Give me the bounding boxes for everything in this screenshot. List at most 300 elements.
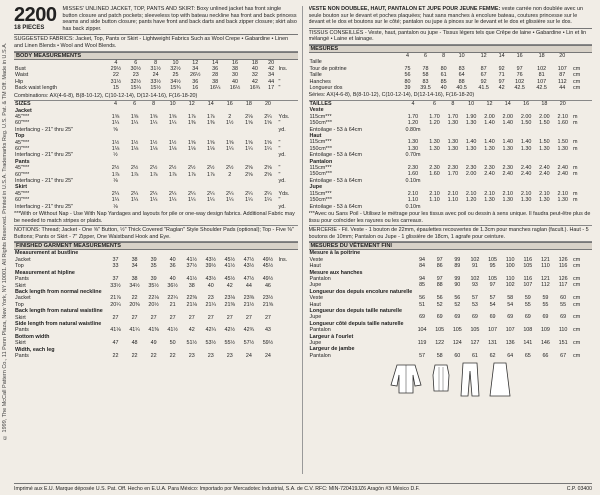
table-cell: 45½ xyxy=(262,263,274,270)
table-cell: 16 xyxy=(523,101,530,107)
table-cell: 51 xyxy=(419,301,426,308)
table-cell: 59½ xyxy=(262,340,274,347)
table-cell: 66 xyxy=(542,352,549,359)
table-cell: 71 xyxy=(498,72,505,79)
table-cell: 34 xyxy=(268,72,275,79)
table-cell: 1.30 xyxy=(557,197,569,204)
table-cell: 35 xyxy=(150,263,157,270)
table-cell: 1⅞ xyxy=(149,171,158,178)
unit-label: Yds. xyxy=(278,190,290,197)
table-cell: 27 xyxy=(131,314,138,321)
table-cell: 1¼ xyxy=(226,197,234,204)
table-cell: 105 xyxy=(488,275,498,282)
table-cell: 8 xyxy=(152,101,156,108)
table-cell: 27 xyxy=(226,314,233,321)
row-label: 60"*** xyxy=(15,146,30,153)
table-cell: 76 xyxy=(516,72,523,79)
table-cell: 85 xyxy=(440,78,447,85)
table-cell: 92 xyxy=(498,65,505,72)
row-label: Pants xyxy=(15,352,29,359)
table-cell: 37½ xyxy=(186,263,197,270)
table-cell: 40 xyxy=(231,78,238,85)
table-cell: 16¼ xyxy=(209,85,221,92)
table-cell: 91 xyxy=(471,263,478,270)
table-cell: 1.30 xyxy=(539,145,550,152)
table-cell: 18 xyxy=(251,59,258,66)
table-cell: 39½ xyxy=(205,263,216,270)
table-cell: 2.40 xyxy=(539,171,550,178)
pants-sketch-icon xyxy=(459,361,481,397)
table-cell: 43½ xyxy=(243,263,255,270)
table-cell: 110 xyxy=(505,275,515,282)
table-cell: 1.40 xyxy=(520,139,532,146)
table-cell: 35½ xyxy=(148,282,159,289)
table-cell: 81 xyxy=(538,72,545,79)
header xyxy=(14,6,298,35)
table-cell: 69 xyxy=(542,314,549,321)
table-cell: 22 xyxy=(131,352,138,359)
table-cell: 127 xyxy=(470,339,480,346)
table-cell: 22⅛ xyxy=(148,295,159,302)
row-label: 60"*** xyxy=(15,197,30,204)
table-cell: 2½ xyxy=(226,165,234,172)
table-cell: 1¼ xyxy=(245,146,253,153)
row-label: Pants xyxy=(15,276,29,283)
row-label: Interfacing - 21" thru 25" xyxy=(15,152,74,159)
unit-label: cm xyxy=(573,256,581,263)
table-cell: 40 xyxy=(251,65,258,72)
row-label: 115cm*** xyxy=(309,113,332,120)
table-cell: 69 xyxy=(560,314,567,321)
table-cell: 116 xyxy=(523,256,533,263)
body-measurements-title: BODY MEASUREMENTS xyxy=(14,52,298,60)
table-cell: 42½ xyxy=(224,327,236,334)
table-cell: 20⅜ xyxy=(129,301,140,308)
table-cell: 23 xyxy=(207,352,214,359)
row-label: 150cm*** xyxy=(309,120,332,127)
table-cell: 2¼ xyxy=(168,190,177,197)
row-label: Pantalon xyxy=(309,275,331,282)
table-cell: 15½ xyxy=(150,85,161,92)
table-cell: 42 xyxy=(498,85,505,91)
row-label: Pants xyxy=(15,158,30,165)
table-cell: 58 xyxy=(422,72,429,79)
table-cell: 1⅝ xyxy=(245,139,253,146)
row-label: Interfacing - 21" thru 25" xyxy=(15,178,74,185)
table-cell: 1⅜ xyxy=(187,120,196,127)
table-cell: 1.40 xyxy=(484,120,495,127)
table-cell: 112 xyxy=(541,282,550,289)
unit-label: m xyxy=(573,139,578,146)
row-label: Back length from natural waistline xyxy=(15,308,103,315)
table-cell: 6 xyxy=(134,59,138,66)
row-label: 115cm*** xyxy=(309,165,332,172)
table-cell: 1.90 xyxy=(465,113,477,120)
table-cell: 34 xyxy=(131,263,138,270)
table-cell: 1⅞ xyxy=(187,171,196,178)
unit-label: cm xyxy=(573,275,581,282)
row-label: Longueur côté depuis taille naturelle xyxy=(309,320,404,327)
table-cell: 2.30 xyxy=(447,165,459,172)
row-label: Waist xyxy=(15,72,29,79)
table-cell: 2¼ xyxy=(226,190,234,197)
table-cell: 57 xyxy=(489,295,496,302)
table-cell: 1¼ xyxy=(264,146,272,153)
row-label: Largeur à l'ourlet xyxy=(309,333,354,340)
table-cell: 1⅝ xyxy=(187,139,196,146)
table-cell: 6 xyxy=(433,101,437,107)
row-label: Skirt xyxy=(15,184,27,191)
table-cell: 99 xyxy=(454,275,461,282)
row-label: Haut xyxy=(309,133,322,140)
table-cell: 20 xyxy=(559,52,566,59)
table-cell: 2.40 xyxy=(520,165,532,172)
table-cell: 1.50 xyxy=(539,120,550,127)
table-cell: 1⅝ xyxy=(264,139,272,146)
table-cell: 41.5 xyxy=(478,85,489,91)
table-cell: 1.50 xyxy=(539,139,550,146)
table-cell: 1.30 xyxy=(520,145,532,152)
row-label: 60"*** xyxy=(15,171,30,178)
french-column xyxy=(309,6,593,474)
table-cell: 50 xyxy=(169,340,176,347)
footer-import-text: Imprimé aux E.U. Marque déposée U.S. Pat. Off. Hecho en E.U.A. Para México: Importado por Mercadotec Industrial, S.A. de C.V. RFC: MIN-720419JZ6 Aragón #3 México D.F. xyxy=(14,486,420,492)
table-cell: 22⅜ xyxy=(186,295,197,302)
table-cell: 52 xyxy=(454,301,461,308)
table-cell: 1.30 xyxy=(447,120,459,127)
table-cell: 2⅛ xyxy=(245,114,253,120)
table-cell: 58 xyxy=(507,295,514,302)
table-cell: 1.20 xyxy=(465,197,477,204)
body-measurements-table xyxy=(14,60,298,92)
table-cell: 86 xyxy=(436,263,443,270)
garment-sketches xyxy=(309,361,593,397)
row-label: Hip xyxy=(15,78,24,85)
row-label: Skirt xyxy=(15,340,26,347)
table-cell: 18 xyxy=(541,101,548,107)
table-cell: 2.10 xyxy=(429,190,440,197)
table-cell: 97 xyxy=(436,275,443,282)
unit-label: m xyxy=(573,190,578,197)
unit-label: Yds. xyxy=(278,114,290,120)
table-cell: 36 xyxy=(169,263,176,270)
table-cell: 1⅛ xyxy=(168,146,177,153)
table-cell: 121 xyxy=(540,256,550,263)
table-cell: 1¼ xyxy=(245,197,253,204)
table-cell: 22 xyxy=(112,352,119,359)
row-label: 150cm*** xyxy=(309,145,332,152)
table-cell: 100 xyxy=(505,263,515,270)
english-column xyxy=(14,6,303,474)
row-label: Veste xyxy=(309,107,324,114)
table-cell: 102 xyxy=(470,275,480,282)
finished-measurements-title: FINISHED GARMENT MEASUREMENTS xyxy=(14,242,298,250)
table-cell: 2.00 xyxy=(539,113,550,120)
table-cell: 69 xyxy=(454,314,461,321)
footer xyxy=(14,483,592,492)
table-cell: 1.70 xyxy=(407,113,419,120)
table-cell: 27 xyxy=(245,314,252,321)
table-cell: 136 xyxy=(505,339,515,346)
table-cell: 2¼ xyxy=(149,190,158,197)
table-cell: 2.10 xyxy=(539,190,550,197)
row-label: Pantalon xyxy=(309,158,333,165)
table-cell: 69 xyxy=(436,314,443,321)
table-cell: 107 xyxy=(537,78,547,85)
table-cell: 24 xyxy=(264,352,271,359)
table-cell: 2.10 xyxy=(484,190,495,197)
table-row xyxy=(309,353,593,359)
table-row xyxy=(14,85,298,91)
table-cell: 27 xyxy=(207,314,214,321)
table-cell: 57 xyxy=(419,352,426,359)
table-cell: 151 xyxy=(558,339,568,346)
table-cell: 24 xyxy=(152,72,159,79)
table-cell: 1.60 xyxy=(557,120,569,127)
table-cell: 15¾ xyxy=(170,85,181,92)
row-label: Longueur dos depuis encolure naturelle xyxy=(309,288,413,295)
table-cell: 1⅛ xyxy=(130,146,139,153)
table-cell: 2.30 xyxy=(407,165,419,172)
table-cell: 2⅝ xyxy=(264,165,272,172)
table-cell: 44 xyxy=(245,282,252,289)
table-cell: 87 xyxy=(480,65,487,72)
table-cell: 21¼ xyxy=(205,301,216,308)
row-label: 115cm*** xyxy=(309,139,332,146)
table-cell: 57½ xyxy=(243,340,255,347)
table-cell: 2¼ xyxy=(264,190,272,197)
table-cell: 2.40 xyxy=(484,171,495,178)
table-cell: 1.30 xyxy=(539,197,550,204)
table-cell: 1.70 xyxy=(429,113,440,120)
table-cell: 34½ xyxy=(129,282,140,289)
table-cell: 2.10 xyxy=(407,190,419,197)
table-cell: 2 xyxy=(228,114,232,120)
table-cell: 23⅜ xyxy=(243,295,255,302)
table-cell: 34½ xyxy=(170,78,181,85)
french-description: veste carrée non doublée avec un seule bouton sur le devant et poches plaquées; haut sans manches à encolure bateau, coutures princesse sur le devant et le dos et boutons sur le côté; pantalon ou jupe à pinces sur le devant et le dos et glissière sur le dos. xyxy=(308,6,583,26)
row-label: Longueur dos depuis taille naturelle xyxy=(309,307,403,314)
table-cell: 40 xyxy=(440,85,447,91)
row-label: Entoilage - 53 à 64cm xyxy=(309,203,362,210)
table-cell: 2.40 xyxy=(557,171,569,178)
row-label: Back waist length xyxy=(15,85,57,92)
unit-label: " xyxy=(278,85,281,92)
table-cell: 1⅞ xyxy=(187,114,196,120)
table-cell: 1.30 xyxy=(407,145,419,152)
table-cell: 49½ xyxy=(262,256,274,263)
table-cell: 2.40 xyxy=(520,171,532,178)
table-cell: 16½ xyxy=(229,85,241,92)
table-cell: 16 xyxy=(226,101,233,108)
table-cell: 108 xyxy=(523,327,533,334)
table-cell: 1½ xyxy=(149,139,158,146)
table-cell: 88 xyxy=(458,78,465,85)
table-cell: 44 xyxy=(559,85,566,91)
table-cell: 47 xyxy=(112,340,119,347)
table-cell: 69 xyxy=(507,314,514,321)
table-cell: 2.40 xyxy=(557,165,569,172)
table-cell: 126 xyxy=(558,256,568,263)
table-cell: 116 xyxy=(558,263,568,270)
table-cell: 55½ xyxy=(224,340,236,347)
table-cell: 10 xyxy=(169,101,176,108)
table-cell: 59 xyxy=(524,295,531,302)
row-label: 60"*** xyxy=(15,120,30,127)
table-cell: 16 xyxy=(231,59,238,66)
table-cell: 97 xyxy=(516,65,523,72)
row-label: Taille xyxy=(309,59,322,66)
table-cell: 1½ xyxy=(168,139,177,146)
table-cell: 1½ xyxy=(130,139,139,146)
table-cell: 1⅞ xyxy=(111,171,120,178)
table-cell: 20½ xyxy=(148,301,159,308)
table-cell: 53 xyxy=(471,301,478,308)
table-cell: 49 xyxy=(150,340,157,347)
unit-label: m xyxy=(573,165,578,172)
table-cell: 8 xyxy=(154,59,158,66)
table-cell: 2½ xyxy=(130,165,139,172)
table-cell: 55 xyxy=(560,301,567,308)
table-cell: 2.10 xyxy=(465,190,477,197)
table-cell: 2¼ xyxy=(245,190,253,197)
unit-label: cm xyxy=(573,327,581,334)
row-label: Side length from natural waistline xyxy=(15,320,102,327)
unit-label: cm xyxy=(573,295,581,302)
table-cell: 27 xyxy=(112,314,119,321)
footer-postal-code: C.P. 03400 xyxy=(566,486,592,492)
unit-label: cm xyxy=(573,314,581,321)
table-cell: 105 xyxy=(488,256,498,263)
table-cell: 2.10 xyxy=(520,190,532,197)
table-cell: 32½ xyxy=(170,65,181,72)
table-cell: 2¼ xyxy=(111,190,120,197)
pattern-number: 2200 xyxy=(14,6,57,26)
table-cell: 0.80m xyxy=(405,126,421,133)
table-cell: 45½ xyxy=(224,276,236,283)
table-cell: 122 xyxy=(435,339,445,346)
table-cell: 40.5 xyxy=(456,85,467,91)
table-cell: 116 xyxy=(523,275,533,282)
table-cell: 27 xyxy=(150,314,157,321)
table-cell: 21⅞ xyxy=(110,295,121,302)
unit-label: " xyxy=(278,197,281,204)
table-cell: 93 xyxy=(471,282,478,289)
row-label: Measurement at bustline xyxy=(15,250,79,257)
row-label: 45"*** xyxy=(15,190,30,197)
table-cell: 2½ xyxy=(168,165,177,172)
unit-label: " xyxy=(278,139,281,146)
table-cell: 1.60 xyxy=(429,171,440,178)
table-cell: 43½ xyxy=(205,256,216,263)
table-cell: 64 xyxy=(507,352,514,359)
table-cell: 10 xyxy=(468,101,475,107)
table-cell: 0.70m xyxy=(405,152,421,159)
table-cell: 12 xyxy=(192,59,199,66)
table-cell: 105 xyxy=(523,263,533,270)
table-cell: 23 xyxy=(132,72,139,79)
table-cell: 2½ xyxy=(187,165,196,172)
table-cell: 26½ xyxy=(190,72,201,79)
mesures-table xyxy=(309,53,593,91)
unit-label: " xyxy=(278,146,281,153)
table-cell: 31½ xyxy=(110,78,122,85)
unit-label: yd. xyxy=(278,152,286,159)
table-cell: 117 xyxy=(558,282,568,289)
table-cell: 1⅛ xyxy=(187,146,196,153)
unit-label: " xyxy=(278,165,281,172)
table-cell: 80 xyxy=(440,65,447,72)
table-cell: 1⅝ xyxy=(168,114,177,120)
table-cell: 2¼ xyxy=(187,190,196,197)
table-cell: 126 xyxy=(558,275,568,282)
table-cell: 12 xyxy=(188,101,195,108)
table-cell: 42¼ xyxy=(205,327,216,334)
row-label: Haut xyxy=(309,301,321,308)
table-cell: 4 xyxy=(411,101,415,107)
table-cell: 32 xyxy=(251,72,258,79)
description: MISSES' UNLINED JACKET, TOP, PANTS AND SKIRT: Boxy unlined jacket has front single button closure and patch pockets; sleeveless top with bateau neckline has front and back princess seams and side button closure; pants have front and back darts and back zipper closure; skirt also has back zipper. xyxy=(62,6,297,32)
table-cell: 1.70 xyxy=(447,113,459,120)
mesures-vetement-fini-title: MESURES DU VÊTEMENT FINI xyxy=(309,242,593,250)
table-cell: 33 xyxy=(112,263,119,270)
unit-label: cm xyxy=(573,263,581,270)
table-cell: 41⅜ xyxy=(148,327,159,334)
table-cell: 2⅝ xyxy=(264,171,272,178)
table-cell: 1⅝ xyxy=(130,114,139,120)
table-cell: 1¼ xyxy=(149,120,158,127)
table-cell: 22 xyxy=(112,72,119,79)
table-cell: 27 xyxy=(169,314,176,321)
table-cell: 1⅞ xyxy=(168,171,177,178)
table-cell: 55 xyxy=(524,301,531,308)
table-cell: 38 xyxy=(212,78,219,85)
row-label: Pantalon xyxy=(309,352,331,359)
row-label: Tour de poitrine xyxy=(309,65,347,72)
table-cell: 0.10m xyxy=(405,203,421,210)
table-cell: 84 xyxy=(419,263,426,270)
table-cell: 105 xyxy=(452,327,462,334)
table-cell: 2.30 xyxy=(465,165,477,172)
table-cell: 22¼ xyxy=(167,295,178,302)
table-cell: 1⅝ xyxy=(149,114,158,120)
table-cell: ⅛ xyxy=(113,203,118,210)
table-cell: 6 xyxy=(424,52,428,59)
table-cell: 32½ xyxy=(130,78,142,85)
table-cell: 102 xyxy=(505,282,515,289)
row-label: Taille xyxy=(309,72,322,79)
row-label: Mesure à la poitrine xyxy=(309,250,361,257)
table-cell: 36½ xyxy=(167,282,178,289)
row-label: Pantalon xyxy=(309,327,331,334)
row-label: 150cm*** xyxy=(309,171,332,178)
table-cell: 69 xyxy=(471,314,478,321)
table-cell: 39 xyxy=(150,276,157,283)
table-cell: 1.30 xyxy=(429,145,440,152)
row-label: Jacket xyxy=(15,107,32,114)
table-cell: 14 xyxy=(504,101,511,107)
row-label: Jupe xyxy=(309,282,322,289)
table-cell: 41½ xyxy=(224,263,236,270)
table-cell: 22 xyxy=(150,352,157,359)
table-cell: 1.40 xyxy=(465,139,477,146)
table-cell: 1.30 xyxy=(465,120,477,127)
table-cell: 1¼ xyxy=(168,197,177,204)
unit-label: cm xyxy=(573,78,581,85)
table-cell: 1⅝ xyxy=(226,139,234,146)
table-cell: 33½ xyxy=(110,282,121,289)
table-cell: 141 xyxy=(523,339,533,346)
